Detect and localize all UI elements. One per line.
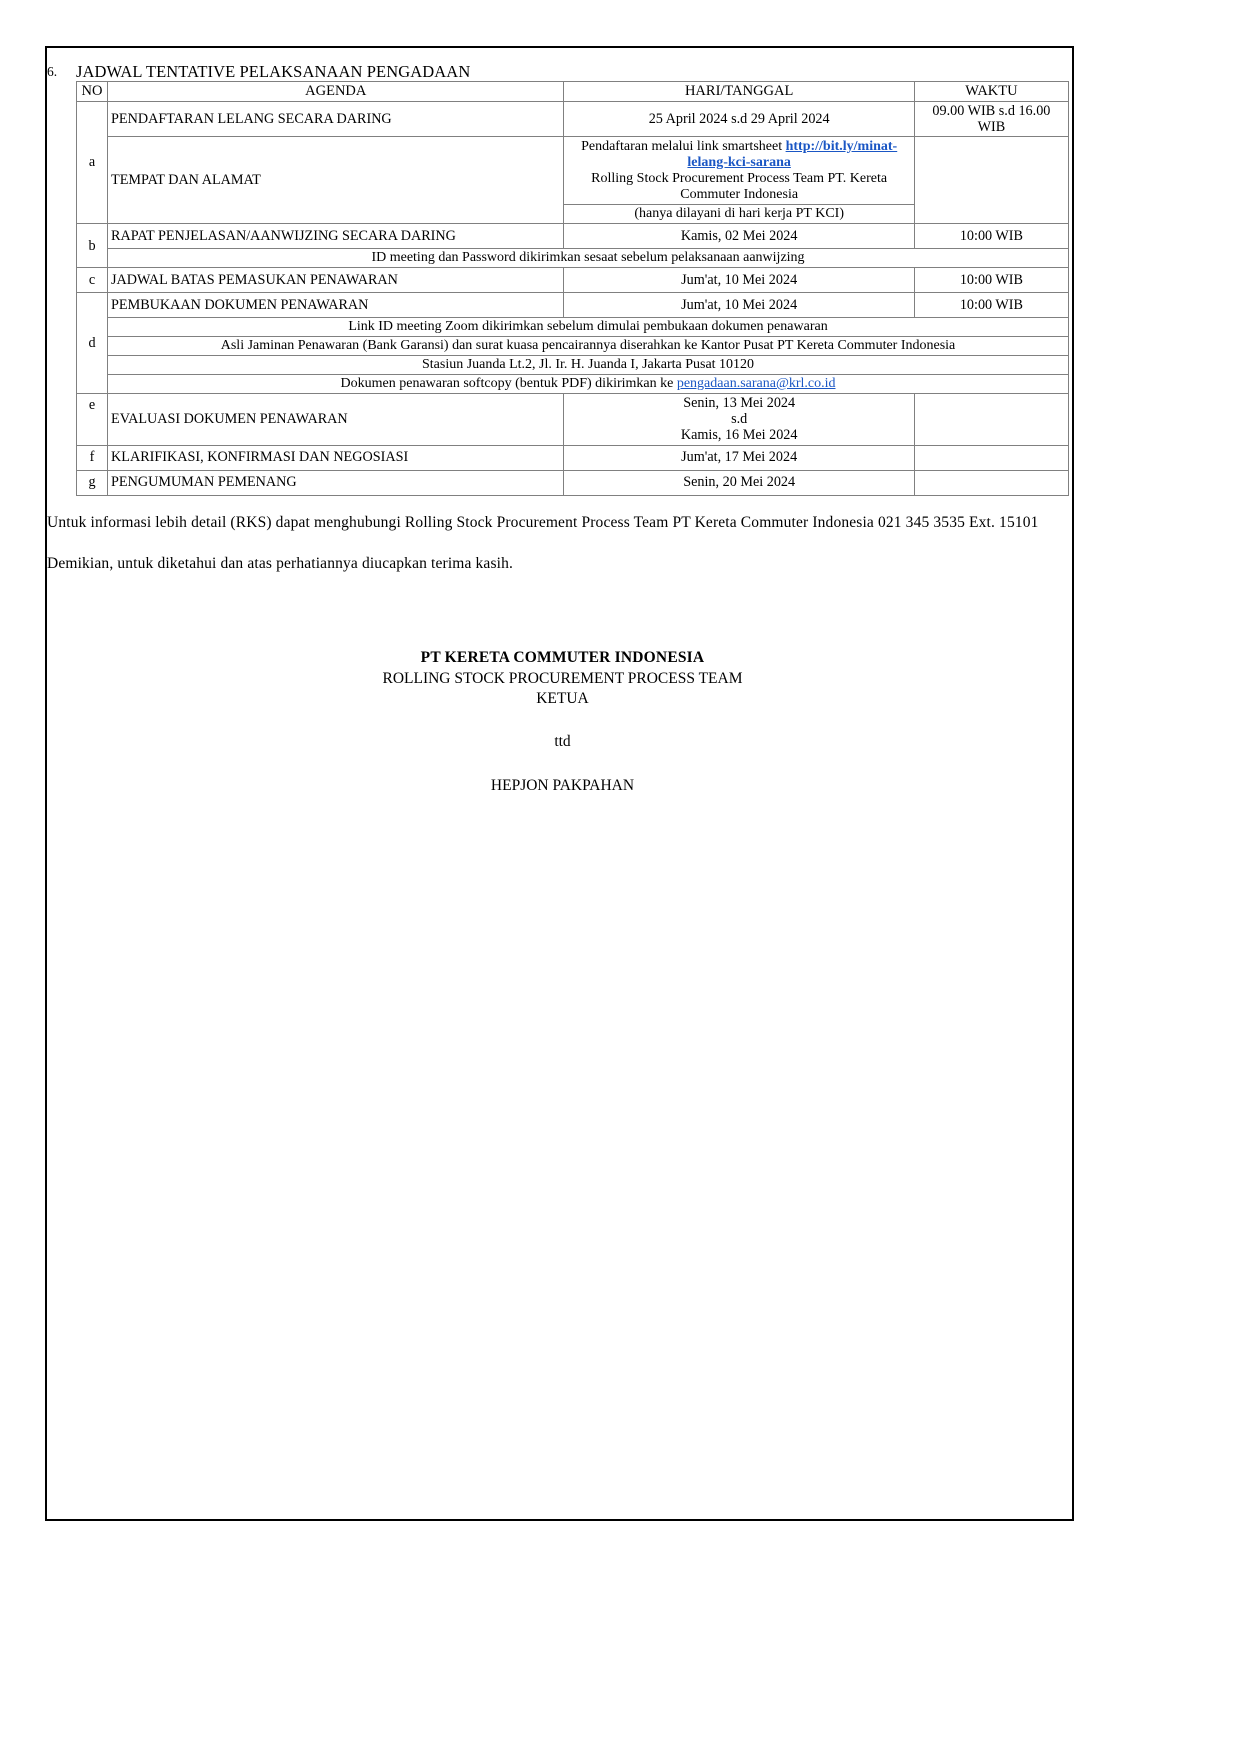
row-letter-e: e (77, 393, 108, 445)
table-row (77, 337, 1069, 356)
cell-hari-pendaftaran: 25 April 2024 s.d 29 April 2024 (564, 101, 914, 136)
info-paragraph: Untuk informasi lebih detail (RKS) dapat menghubungi Rolling Stock Procurement Process Team PT Kereta Commuter Indonesia 021 345 3535 Ext. 15101 (47, 513, 1039, 531)
column-header-agenda: AGENDA (108, 82, 564, 102)
table-row (77, 101, 1069, 136)
cell-agenda-pendaftaran: PENDAFTARAN LELANG SECARA DARING (108, 101, 564, 136)
cell-tempat-detail (564, 137, 914, 205)
cell-waktu-pengumuman (914, 470, 1068, 495)
row-letter-f: f (77, 445, 108, 470)
detail-line-2: Rolling Stock Procurement Process Team PT. Kereta Commuter Indonesia (591, 170, 888, 202)
signature-company: PT KERETA COMMUTER INDONESIA (420, 649, 705, 667)
row-letter-a: a (77, 101, 108, 223)
table-row (77, 318, 1069, 337)
cell-note-zoom-link: Link ID meeting Zoom dikirimkan sebelum dimulai pembukaan dokumen penawaran (108, 318, 1069, 337)
signature-spacer-top (53, 710, 1072, 732)
section-heading (47, 63, 1072, 80)
cell-waktu-empty-a (914, 137, 1068, 224)
cell-waktu-pembukaan: 10:00 WIB (914, 293, 1068, 318)
cell-hari-pengumuman: Senin, 20 Mei 2024 (564, 470, 914, 495)
row-letter-g: g (77, 470, 108, 495)
closing-paragraph: Demikian, untuk diketahui dan atas perhatiannya diucapkan terima kasih. (47, 555, 514, 573)
table-row (77, 224, 1069, 249)
evaluasi-date-end: Kamis, 16 Mei 2024 (680, 427, 798, 444)
signature-spacer-bottom (53, 752, 1072, 776)
table-row (77, 356, 1069, 375)
column-header-hari-tanggal: HARI/TANGGAL (564, 82, 914, 102)
row-letter-d: d (77, 293, 108, 394)
table-header-row (77, 82, 1069, 102)
row-letter-c: c (77, 268, 108, 293)
cell-agenda-aanwijzing: RAPAT PENJELASAN/AANWIJZING SECARA DARING (108, 224, 564, 249)
table-row (77, 249, 1069, 268)
cell-hari-evaluasi (564, 393, 914, 445)
email-link[interactable]: pengadaan.sarana@krl.co.id (676, 376, 836, 392)
signature-position: KETUA (536, 690, 589, 708)
signature-ttd-mark: ttd (554, 732, 571, 750)
schedule-table (76, 81, 1069, 495)
email-note-prefix: Dokumen penawaran softcopy (bentuk PDF) dikirimkan ke (340, 376, 677, 392)
cell-hari-batas-pemasukan: Jum'at, 10 Mei 2024 (564, 268, 914, 293)
cell-waktu-pendaftaran: 09.00 WIB s.d 16.00 WIB (914, 101, 1068, 136)
evaluasi-date-sep: s.d (731, 411, 748, 428)
cell-waktu-klarifikasi (914, 445, 1068, 470)
table-row (77, 393, 1069, 445)
table-row (77, 470, 1069, 495)
cell-agenda-klarifikasi: KLARIFIKASI, KONFIRMASI DAN NEGOSIASI (108, 445, 564, 470)
cell-agenda-evaluasi: EVALUASI DOKUMEN PENAWARAN (108, 393, 564, 445)
table-row (77, 293, 1069, 318)
cell-note-alamat: Stasiun Juanda Lt.2, Jl. Ir. H. Juanda I, Jakarta Pusat 10120 (108, 356, 1069, 375)
cell-agenda-tempat-alamat: TEMPAT DAN ALAMAT (108, 137, 564, 224)
cell-hari-klarifikasi: Jum'at, 17 Mei 2024 (564, 445, 914, 470)
column-header-waktu: WAKTU (914, 82, 1068, 102)
detail-prefix-text: Pendaftaran melalui link smartsheet (581, 138, 786, 154)
cell-waktu-aanwijzing: 10:00 WIB (914, 224, 1068, 249)
cell-agenda-batas-pemasukan: JADWAL BATAS PEMASUKAN PENAWARAN (108, 268, 564, 293)
smartsheet-link[interactable]: http://bit.ly/minat-lelang-kci-sarana (687, 138, 898, 170)
evaluasi-date-start: Senin, 13 Mei 2024 (683, 394, 796, 411)
footer-paragraphs (47, 513, 1068, 575)
cell-hari-pembukaan: Jum'at, 10 Mei 2024 (564, 293, 914, 318)
cell-waktu-evaluasi (914, 393, 1068, 445)
table-row (77, 137, 1069, 205)
cell-note-jaminan: Asli Jaminan Penawaran (Bank Garansi) dan surat kuasa pencairannya diserahkan ke Kantor Pusat PT Kereta Commuter Indonesia (108, 337, 1069, 356)
cell-hari-aanwijzing: Kamis, 02 Mei 2024 (564, 224, 914, 249)
cell-agenda-pembukaan: PEMBUKAAN DOKUMEN PENAWARAN (108, 293, 564, 318)
cell-waktu-batas-pemasukan: 10:00 WIB (914, 268, 1068, 293)
signature-name: HEPJON PAKPAHAN (490, 777, 635, 794)
cell-note-aanwijzing: ID meeting dan Password dikirimkan sesaat sebelum pelaksanaan aanwijzing (108, 249, 1069, 268)
table-row (77, 268, 1069, 293)
page-title: JADWAL TENTATIVE PELAKSANAAN PENGADAAN (76, 62, 471, 81)
signature-block (47, 648, 1072, 796)
cell-tempat-detail-note: (hanya dilayani di hari kerja PT KCI) (564, 204, 914, 223)
signature-team: ROLLING STOCK PROCUREMENT PROCESS TEAM (382, 669, 743, 687)
cell-agenda-pengumuman: PENGUMUMAN PEMENANG (108, 470, 564, 495)
row-letter-b: b (77, 224, 108, 268)
column-header-no: NO (77, 82, 108, 102)
section-number: 6. (47, 64, 58, 79)
table-row (77, 445, 1069, 470)
cell-note-email (108, 375, 1069, 394)
document-content (47, 63, 1072, 796)
table-row (77, 375, 1069, 394)
